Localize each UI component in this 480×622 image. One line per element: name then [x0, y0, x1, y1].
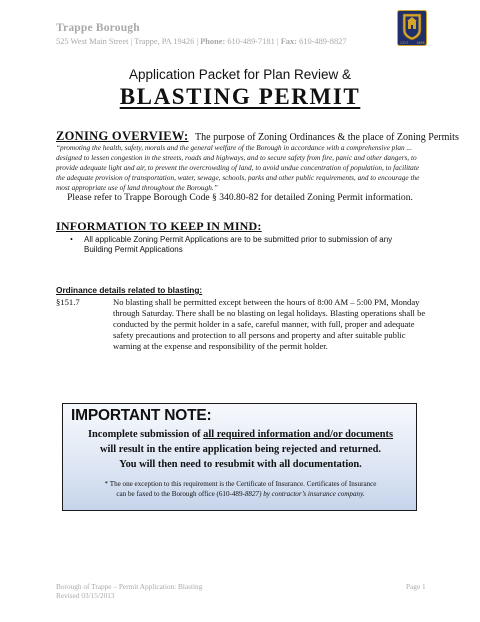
letterhead-fax: 610-489-8827 [296, 37, 347, 46]
important-note-heading: IMPORTANT NOTE: [71, 407, 212, 424]
zoning-code-reference: Please refer to Trappe Borough Code § 340.80-82 for detailed Zoning Permit information. [67, 192, 413, 203]
letterhead-fax-label: Fax: [280, 37, 297, 46]
footer-left [56, 582, 202, 601]
note-line-1 [63, 427, 418, 442]
note-small-line-1: * The one exception to this requirement is the Certificate of Insurance. Certificates of Insurance [104, 480, 377, 488]
title-subtitle: Application Packet for Plan Review & [128, 67, 352, 82]
letterhead-phone: 610-489-7181 | [225, 37, 281, 46]
ordinance-text: No blasting shall be permitted except between the hours of 8:00 AM – 5:00 PM, Monday through Saturday. There shall be no blasting on legal holidays. Blasting operations shall be conducted by the permit holder in a safe, careful manner, with full, proper and adequate safety precautions and protection to all persons and property and after suitable public warning at the expense and responsibility of the permit holder. [113, 297, 426, 351]
letterhead-phone-label: Phone: [200, 37, 226, 46]
letterhead-org-name: Trappe Borough [56, 22, 140, 34]
footer-page-number: Page 1 [406, 582, 426, 591]
bullet-icon: • [70, 235, 73, 244]
note-line-1-underlined: all required information and/or documents [203, 429, 394, 440]
seal-year-left: 1717 [400, 41, 409, 45]
note-small-line-2-italic: 8827) by contractor’s insurance company. [244, 489, 365, 498]
zoning-quote: “promoting the health, safety, morals and the general welfare of the Borough in accordance with a comprehensive plan ... designed to lessen congestion in the streets, roads and highways, and to secure safety from fire, panic and other dangers, to provide adequate light and air, to prevent the overcrowding of land, to avoid undue concentration of population, to facilitate the adequate provision of transportation, water, sewage, schools, parks and other public requirements, and to encourage the most appropriate use of land throughout the Borough.” [56, 143, 420, 192]
seal-year-right: 1896 [416, 41, 425, 45]
zoning-heading: ZONING OVERVIEW: [56, 129, 189, 143]
note-line-1-prefix: Incomplete submission of [87, 429, 204, 440]
ordinance-heading: Ordinance details related to blasting: [56, 285, 203, 295]
zoning-purpose-text: The purpose of Zoning Ordinances & the place of Zoning Permits [195, 132, 459, 143]
note-small-line-2-prefix: can be faxed to the Borough office (610-489- [116, 489, 245, 498]
important-note-box [62, 403, 417, 511]
page-title: BLASTING PERMIT [119, 84, 361, 109]
info-heading: INFORMATION TO KEEP IN MIND: [56, 219, 262, 233]
letterhead-address: 525 West Main Street | Trappe, PA 19426 | [56, 37, 201, 46]
insurance-exception-note [63, 480, 418, 500]
info-bullet-item: All applicable Zoning Permit Applications are to be submitted prior to submission of any Building Permit Applications [84, 235, 393, 255]
footer-revised: Revised 03/15/2013 [56, 591, 115, 601]
borough-seal-logo [397, 10, 427, 46]
footer-title: Borough of Trappe – Permit Application: Blasting [56, 582, 203, 591]
ordinance-code: §151.7 [56, 297, 80, 307]
note-line-2: will result in the entire application being rejected and returned. [100, 444, 381, 455]
important-note-body [63, 427, 418, 472]
note-small-line-2 [63, 490, 418, 500]
note-line-3: You will then need to resubmit with all documentation. [119, 459, 362, 470]
letterhead-contact [56, 37, 347, 46]
